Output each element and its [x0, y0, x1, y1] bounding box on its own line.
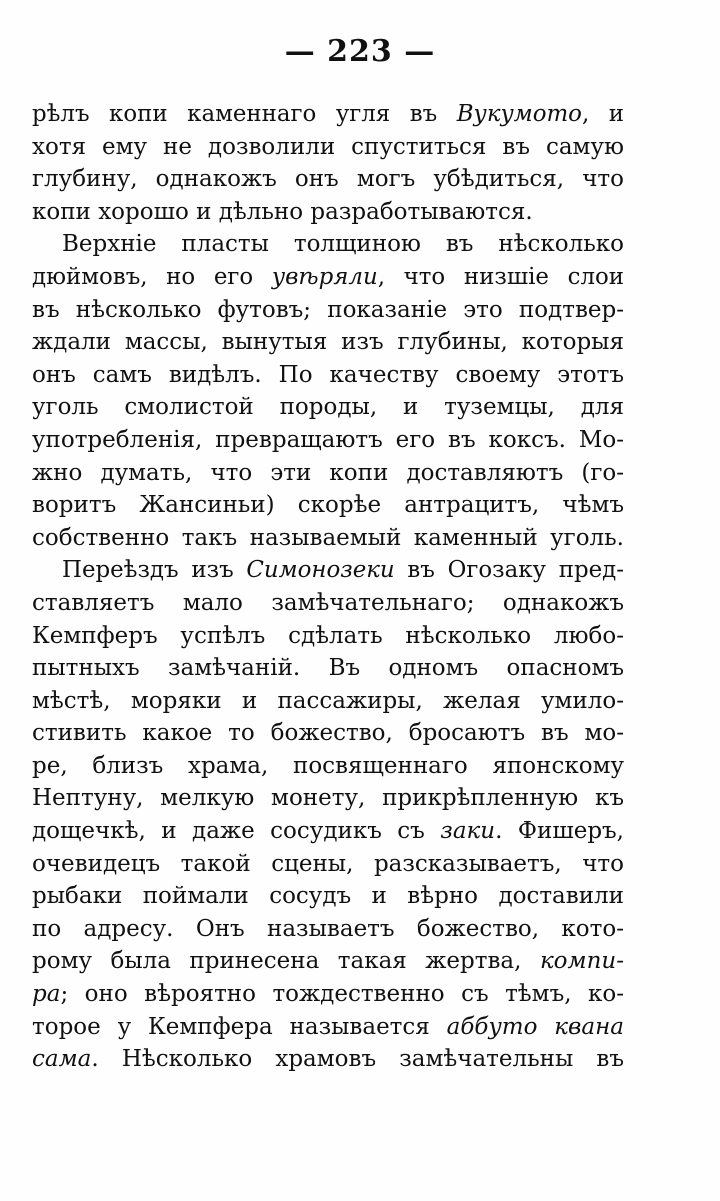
- text-line: пытныхъ замѣчаній. Въ одномъ опасномъ: [32, 655, 624, 682]
- text-line: ра; оно вѣроятно тождественно съ тѣмъ, ко-: [32, 981, 624, 1008]
- text-line: Переѣздъ изъ Симонозеки въ Огозаку пред-: [62, 557, 624, 584]
- text-line: Верхніе пласты толщиною въ нѣсколько: [62, 231, 624, 258]
- text-line: воритъ Жансиньи) скорѣе антрацитъ, чѣмъ: [32, 492, 624, 519]
- text-line: стивить какое то божество, бросаютъ въ мо-: [32, 720, 624, 747]
- text-line: мѣстѣ, моряки и пассажиры, желая умило-: [32, 687, 624, 714]
- text-line: дюймовъ, но его увѣряли, что низшіе слои: [32, 263, 624, 290]
- text-line: рѣлъ копи каменнаго угля въ Вукумото, и: [32, 101, 624, 127]
- page-number: — 223 —: [284, 34, 436, 69]
- text-line: глубину, однакожъ онъ могъ убѣдиться, что: [32, 166, 624, 193]
- text-line: ставляетъ мало замѣчательнаго; однакожъ: [32, 589, 624, 616]
- text-line: хотя ему не дозволили спуститься въ самую: [32, 133, 624, 160]
- text-line: собственно такъ называемый каменный уголь.: [32, 524, 624, 551]
- text-line: уголь смолистой породы, и туземцы, для: [32, 394, 624, 421]
- text-line: сама. Нѣсколько храмовъ замѣчательны въ: [32, 1046, 624, 1073]
- text-line: рыбаки поймали сосудъ и вѣрно доставили: [32, 883, 624, 910]
- text-line: Нептуну, мелкую монету, прикрѣпленную къ: [32, 785, 624, 812]
- text-line: жно думать, что эти копи доставляютъ (го-: [32, 459, 624, 486]
- text-line: очевидецъ такой сцены, разсказываетъ, что: [32, 850, 624, 877]
- body-text: [32, 98, 624, 1076]
- text-line: рому была принесена такая жертва, компи-: [32, 948, 624, 975]
- text-line: копи хорошо и дѣльно разработываются.: [32, 198, 533, 225]
- text-line: торое у Кемпфера называется аббуто квана: [32, 1013, 624, 1040]
- text-line: по адресу. Онъ называетъ божество, кото-: [32, 915, 624, 942]
- text-line: дощечкѣ, и даже сосудикъ съ заки. Фишеръ,: [32, 818, 624, 845]
- text-line: онъ самъ видѣлъ. По качеству своему этотъ: [32, 361, 624, 388]
- text-line: Кемпферъ успѣлъ сдѣлать нѣсколько любо-: [32, 622, 624, 649]
- text-line: ждали массы, вынутыя изъ глубины, которыя: [32, 329, 624, 356]
- text-line: употребленія, превращаютъ его въ коксъ. Мо-: [32, 426, 624, 453]
- text-line: ре, близъ храма, посвященнаго японскому: [32, 752, 624, 779]
- text-line: въ нѣсколько футовъ; показаніе это подтвер-: [32, 296, 624, 323]
